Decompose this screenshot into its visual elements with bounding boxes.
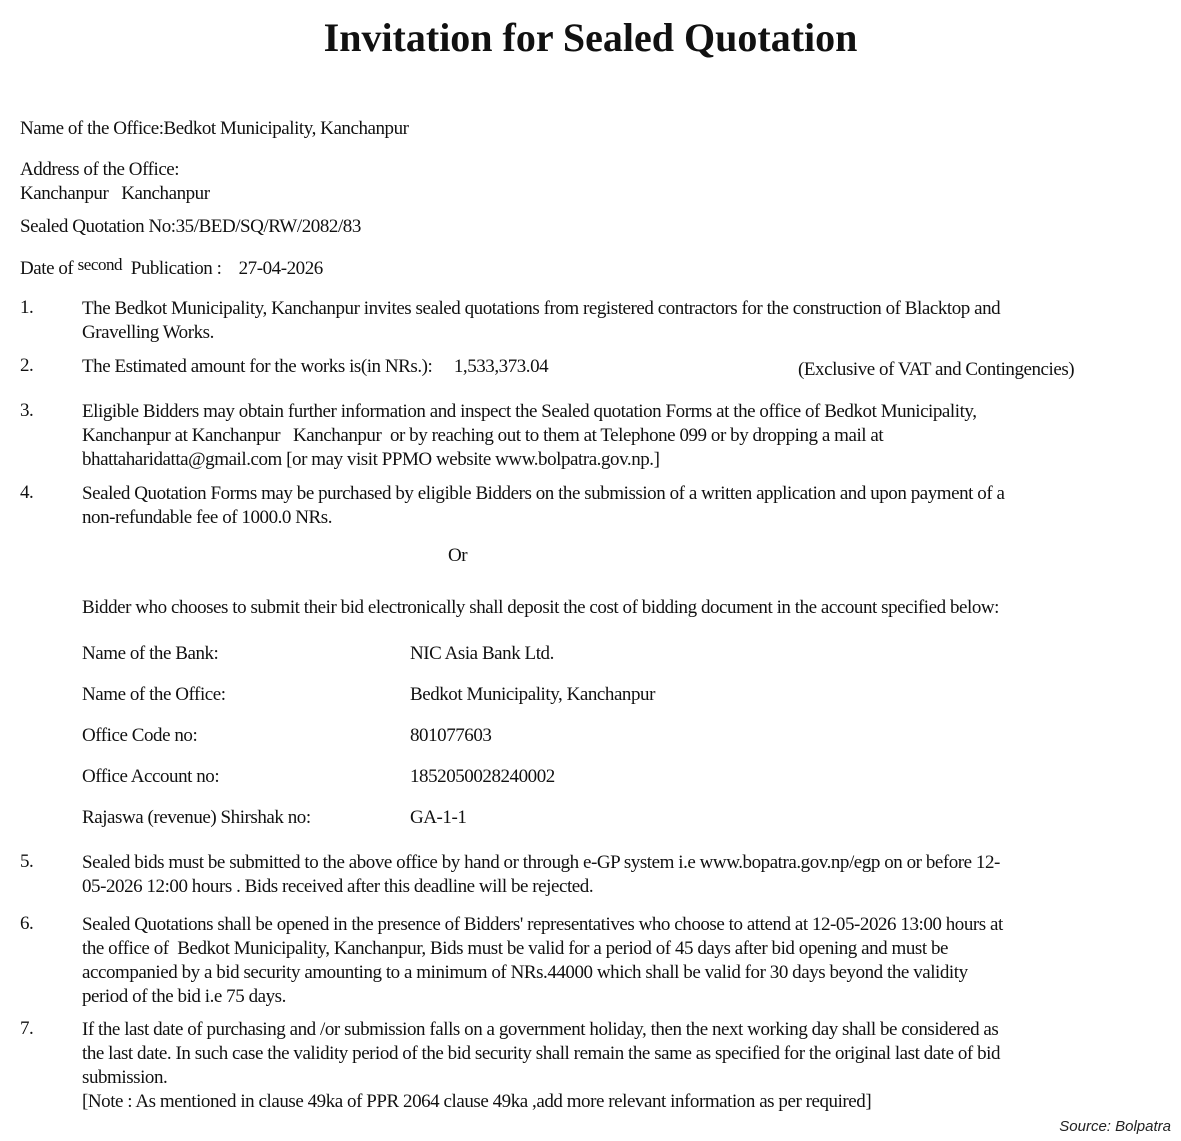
bank-field-value: NIC Asia Bank Ltd. [410, 643, 554, 664]
clause-number: 6. [20, 913, 34, 934]
clause-number: 7. [20, 1018, 34, 1039]
clause-line: Sealed bids must be submitted to the above office by hand or through e-GP system i.e www.bopatra.gov.np/egp on or before 12- [82, 852, 1000, 873]
clause-number: 5. [20, 851, 34, 872]
bank-field-value: 1852050028240002 [410, 766, 555, 787]
clause-line: Kanchanpur at Kanchanpur Kanchanpur or by reaching out to them at Telephone 099 or by dropping a mail at [82, 425, 884, 446]
clause-line: 05-2026 12:00 hours . Bids received after this deadline will be rejected. [82, 876, 594, 897]
clause-text [82, 400, 977, 472]
clause-line: The Bedkot Municipality, Kanchanpur invites sealed quotations from registered contractors for the construction of Blacktop and [82, 298, 1001, 319]
address-value: Kanchanpur Kanchanpur [20, 183, 210, 204]
clause-line: the office of Bedkot Municipality, Kanchanpur, Bids must be valid for a period of 45 days after bid opening and must be [82, 938, 948, 959]
bank-field-label: Rajaswa (revenue) Shirshak no: [82, 807, 311, 828]
bank-field-label: Office Account no: [82, 766, 220, 787]
clause-text [82, 1018, 1000, 1114]
clause-number: 3. [20, 400, 34, 421]
clause-line: period of the bid i.e 75 days. [82, 986, 286, 1007]
clause-line: submission. [82, 1067, 168, 1088]
source-credit: Source: Bolpatra [1059, 1118, 1171, 1135]
clause-number: 2. [20, 355, 34, 376]
clause-text [82, 851, 1000, 899]
or-separator: Or [448, 545, 468, 566]
bank-field-value: GA-1-1 [410, 807, 467, 828]
bank-field-label: Name of the Office: [82, 684, 226, 705]
clause-number: 4. [20, 482, 34, 503]
bank-field-label: Office Code no: [82, 725, 198, 746]
clause-line: bhattaharidatta@gmail.com [or may visit PPMO website www.bolpatra.gov.np.] [82, 449, 660, 470]
clause-text [82, 913, 1003, 1009]
clause-line: non-refundable fee of 1000.0 NRs. [82, 507, 333, 528]
bank-field-label: Name of the Bank: [82, 643, 219, 664]
date-ordinal: second [77, 255, 123, 274]
clause-line: the last date. In such case the validity period of the bid security shall remain the same as specified for the original last date of bid [82, 1043, 1001, 1064]
publication-date [20, 255, 323, 280]
clause-number: 1. [20, 297, 34, 318]
date-prefix: Date of [20, 258, 78, 279]
clause-line: accompanied by a bid security amounting to a minimum of NRs.44000 which shall be valid for 30 days beyond the validity [82, 962, 968, 983]
bank-field-value: 801077603 [410, 725, 492, 746]
clause-text [82, 482, 1005, 530]
clause-note: (Exclusive of VAT and Contingencies) [798, 359, 1075, 380]
quotation-number: Sealed Quotation No:35/BED/SQ/RW/2082/83 [20, 216, 361, 237]
date-suffix: Publication : 27-04-2026 [122, 258, 323, 279]
page-title: Invitation for Sealed Quotation [323, 15, 858, 60]
office-name: Name of the Office:Bedkot Municipality, Kanchanpur [20, 118, 409, 139]
clause-line: The Estimated amount for the works is(in NRs.): 1,533,373.04 [82, 356, 549, 377]
clause-text [82, 355, 548, 379]
electronic-bid-text: Bidder who chooses to submit their bid electronically shall deposit the cost of bidding document in the account specified below: [82, 597, 999, 618]
address-label: Address of the Office: [20, 159, 180, 180]
bank-field-value: Bedkot Municipality, Kanchanpur [410, 684, 655, 705]
clause-line: Sealed Quotations shall be opened in the presence of Bidders' representatives who choose to attend at 12-05-2026 13:00 hours at [82, 914, 1003, 935]
clause-text [82, 297, 1000, 345]
clause-line: Eligible Bidders may obtain further information and inspect the Sealed quotation Forms at the office of Bedkot Municipality, [82, 401, 977, 422]
clause-line: Sealed Quotation Forms may be purchased by eligible Bidders on the submission of a written application and upon payment of a [82, 483, 1005, 504]
clause-line: If the last date of purchasing and /or submission falls on a government holiday, then the next working day shall be considered as [82, 1019, 999, 1040]
clause-line: Gravelling Works. [82, 322, 214, 343]
clause-line: [Note : As mentioned in clause 49ka of PPR 2064 clause 49ka ,add more relevant information as per required] [82, 1091, 872, 1112]
